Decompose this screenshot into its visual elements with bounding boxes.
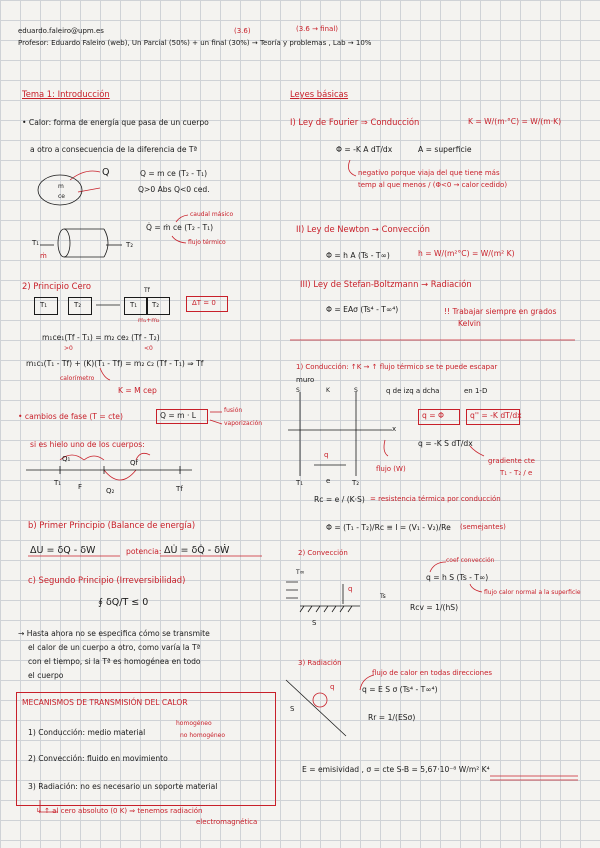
radiating-body [313, 693, 327, 707]
lt0: <0 [144, 345, 153, 352]
conduccion-title: 1) Conducción: ↑K → ↑ flujo térmico se te puede escapar [296, 363, 498, 371]
ce-label: ce [58, 193, 65, 200]
delta-t: ΔT = 0 [192, 299, 216, 307]
hasta-3: con el tiempo, si la Tª es homogénea en todo [28, 657, 201, 666]
mec-conveccion: 2) Convección: fluido en movimiento [28, 754, 168, 763]
professor-line: Profesor: Eduardo Faleiro (web), Un Parcial (50%) + un final (30%) → Teoría y problemas , Lab → 10% [18, 39, 372, 47]
s-conv: S [312, 619, 317, 627]
cambios-fase: • cambios de fase (T = cte) [18, 412, 123, 421]
calor-def-1: • Calor: forma de energía que pasa de un cuerpo [22, 118, 209, 127]
line-f: F [78, 483, 83, 491]
t-inf: T∞ [296, 569, 305, 576]
line-t1: T₁ [54, 479, 62, 487]
eq-balance-1: m₁ce₁(Tf - T₁) = m₂ ce₂ (Tf - T₂) [42, 333, 160, 342]
no-homogeneo: no homogéneo [180, 732, 226, 739]
x-axis-label: x [392, 425, 397, 433]
newton-eq: Φ = h A (Ts - T∞) [326, 251, 390, 260]
rc: Rc = e / (K·S) [314, 495, 365, 504]
line-tf: Tf [176, 485, 183, 493]
mdot-pipe: ṁ [40, 252, 47, 260]
q-arrow-label: q [324, 451, 329, 459]
flow-eq: Q̇ = ṁ ce (T₂ - T₁) [146, 223, 214, 232]
tema-title: Tema 1: Introducción [22, 89, 110, 99]
stefan-title: III) Ley de Stefan-Boltzmann → Radiación [300, 279, 472, 289]
q-rad: q = E S σ (Ts⁴ - T∞⁴) [362, 685, 438, 694]
q2-arc [104, 470, 136, 480]
phi-ohm: Φ = (T₁ - T₂)/Rc ≡ I = (V₁ - V₂)/Re [326, 523, 451, 532]
grade-b: (3.6 → final) [296, 25, 338, 33]
cero-abs-2: electromagnética [196, 818, 258, 826]
grad-eq: T₁ - T₂ / e [500, 469, 533, 477]
flujo-dir: flujo de calor en todas direcciones [372, 669, 493, 677]
phi-eq: q = Φ [422, 411, 444, 420]
fusion: fusión [224, 407, 243, 414]
s-left: S [296, 387, 300, 394]
grade-a: (3.6) [234, 27, 251, 35]
k-units: K = W/(m·°C) = W/(m·K) [468, 117, 562, 126]
stefan-eq: Φ = EAσ (Ts⁴ - T∞⁴) [326, 305, 399, 314]
en-1d: en 1-D [464, 387, 488, 395]
block-t2-after-label: T₂ [152, 301, 160, 309]
k-wall: K [326, 387, 330, 394]
q-dot: q'' = -K dT/dx [470, 411, 522, 420]
calor-def-2: a otro a consecuencia de la diferencia de Tª [30, 145, 198, 154]
hasta-2: el calor de un cuerpo a otro, como varía la Tª [28, 643, 201, 652]
q-label: Q [102, 167, 110, 178]
kelvin-2: Kelvin [458, 319, 481, 328]
m1m2-label: m₁+m₂ [138, 317, 160, 324]
negativo-2: temp al que menos / (Φ<0 → calor cedido) [358, 181, 508, 189]
clausius: ∮ δQ/T ≤ 0 [98, 597, 149, 608]
q1-label: Q₁ [62, 455, 71, 463]
t2-pipe: T₂ [126, 241, 134, 249]
rcv: Rcv = 1/(hS) [410, 603, 459, 612]
q-ml: Q = m · L [160, 411, 197, 420]
tf-label: Tf [144, 287, 150, 294]
q-conv-arrow: q [348, 585, 353, 593]
negativo-1: negativo porque viaja del que tiene más [358, 169, 500, 177]
leyes-basicas: Leyes básicas [290, 89, 349, 99]
block-t2-label: T₂ [74, 301, 82, 309]
potencia-label: potencia: [126, 547, 162, 556]
gt0: >0 [64, 345, 73, 352]
flujo-termico-label: flujo térmico [188, 239, 226, 246]
rc-desc: = resistencia térmica por conducción [370, 495, 501, 503]
q-conv: q = h S (Ts - T∞) [426, 573, 489, 582]
newton-title: II) Ley de Newton → Convección [296, 224, 430, 234]
conveccion-title: 2) Convección [298, 549, 348, 557]
calorimetro: calorímetro [60, 375, 95, 382]
mec-radiacion: 3) Radiación: no es necesario un soporte material [28, 782, 218, 791]
vaporizacion: vaporización [224, 420, 263, 427]
h-units: h = W/(m²°C) = W/(m² K) [418, 249, 515, 258]
gradiente: gradiente cte [488, 457, 535, 465]
flujo-normal: flujo calor normal a la superficie [484, 589, 581, 596]
body-ellipse [38, 175, 82, 205]
q-grad: q = -K S dT/dx [418, 439, 473, 448]
mecanismos-title: MECANISMOS DE TRANSMISIÓN DEL CALOR [22, 698, 188, 707]
muro: muro [296, 376, 315, 384]
t1-pipe: T₁ [32, 239, 40, 247]
rad-surface [286, 680, 346, 736]
segundo-principio: c) Segundo Principio (Irreversibilidad) [28, 575, 186, 585]
coef-conv: coef convección [446, 557, 495, 564]
eq-balance-2: m₁c₁(T₁ - Tf) + (K)(T₁ - Tf) = m₂ c₂ (Tf - T₁) ⇒ Tf [26, 359, 204, 368]
hasta-1: → Hasta ahora no se especifica cómo se transmite [18, 629, 210, 638]
primer-principio: b) Primer Principio (Balance de energía) [28, 520, 196, 530]
caudal-label: caudal másico [190, 211, 234, 218]
hasta-4: el cuerpo [28, 671, 64, 680]
q2-label: Q₂ [106, 487, 115, 495]
radiacion-title: 3) Radiación [298, 659, 342, 667]
semejantes: (semejantes) [460, 523, 506, 531]
s-rad: S [290, 705, 295, 713]
email: eduardo.faleiro@upm.es [18, 27, 104, 35]
rr: Rr = 1/(ESσ) [368, 713, 416, 722]
block-t1-label: T₁ [40, 301, 48, 309]
mec-conduccion: 1) Conducción: medio material [28, 728, 146, 737]
q-dir: q de izq a dcha [386, 387, 440, 395]
emisividad: E = emisividad , σ = cte S-B = 5,67·10⁻⁸ W/m² K⁴ [302, 765, 490, 774]
pipe-front [58, 229, 70, 257]
m-label: m [58, 183, 64, 190]
delta-u: ΔU = δQ - δW [30, 545, 96, 556]
ts: Ts [380, 593, 386, 600]
kelvin-1: !! Trabajar siempre en grados [444, 307, 557, 316]
homogeneo: homogéneo [176, 720, 212, 727]
hielo-line: si es hielo uno de los cuerpos: [30, 440, 145, 449]
delta-u-dot: ΔU̇ = δQ̇ - δẆ [164, 545, 230, 556]
qf-label: Qf [130, 459, 138, 467]
cero-abs-1: ↳ ↑ al cero absoluto (0 K) ⇒ tenemos radiación [36, 807, 203, 815]
t2-wall: T₂ [352, 479, 360, 487]
heat-arrow-out [78, 188, 100, 192]
fourier-title: I) Ley de Fourier ⇒ Conducción [290, 117, 420, 127]
s-right: S [354, 387, 358, 394]
a-superficie: A = superficie [418, 145, 472, 154]
principio-cero: 2) Principio Cero [22, 281, 91, 291]
fourier-eq: Φ = -K A dT/dx [336, 145, 393, 154]
eq-q: Q = m ce (T₂ - T₁) [140, 169, 208, 178]
q-signs: Q>0 Abs Q<0 ced. [138, 185, 210, 194]
block-t1-after-label: T₁ [130, 301, 138, 309]
e-wall: e [326, 477, 331, 485]
flujo-w: flujo (W) [376, 465, 406, 473]
k-eq: K = M cep [118, 386, 157, 395]
t1-wall: T₁ [296, 479, 304, 487]
negativo-arrow [348, 160, 356, 176]
q-rad-arrow: q [330, 683, 335, 691]
